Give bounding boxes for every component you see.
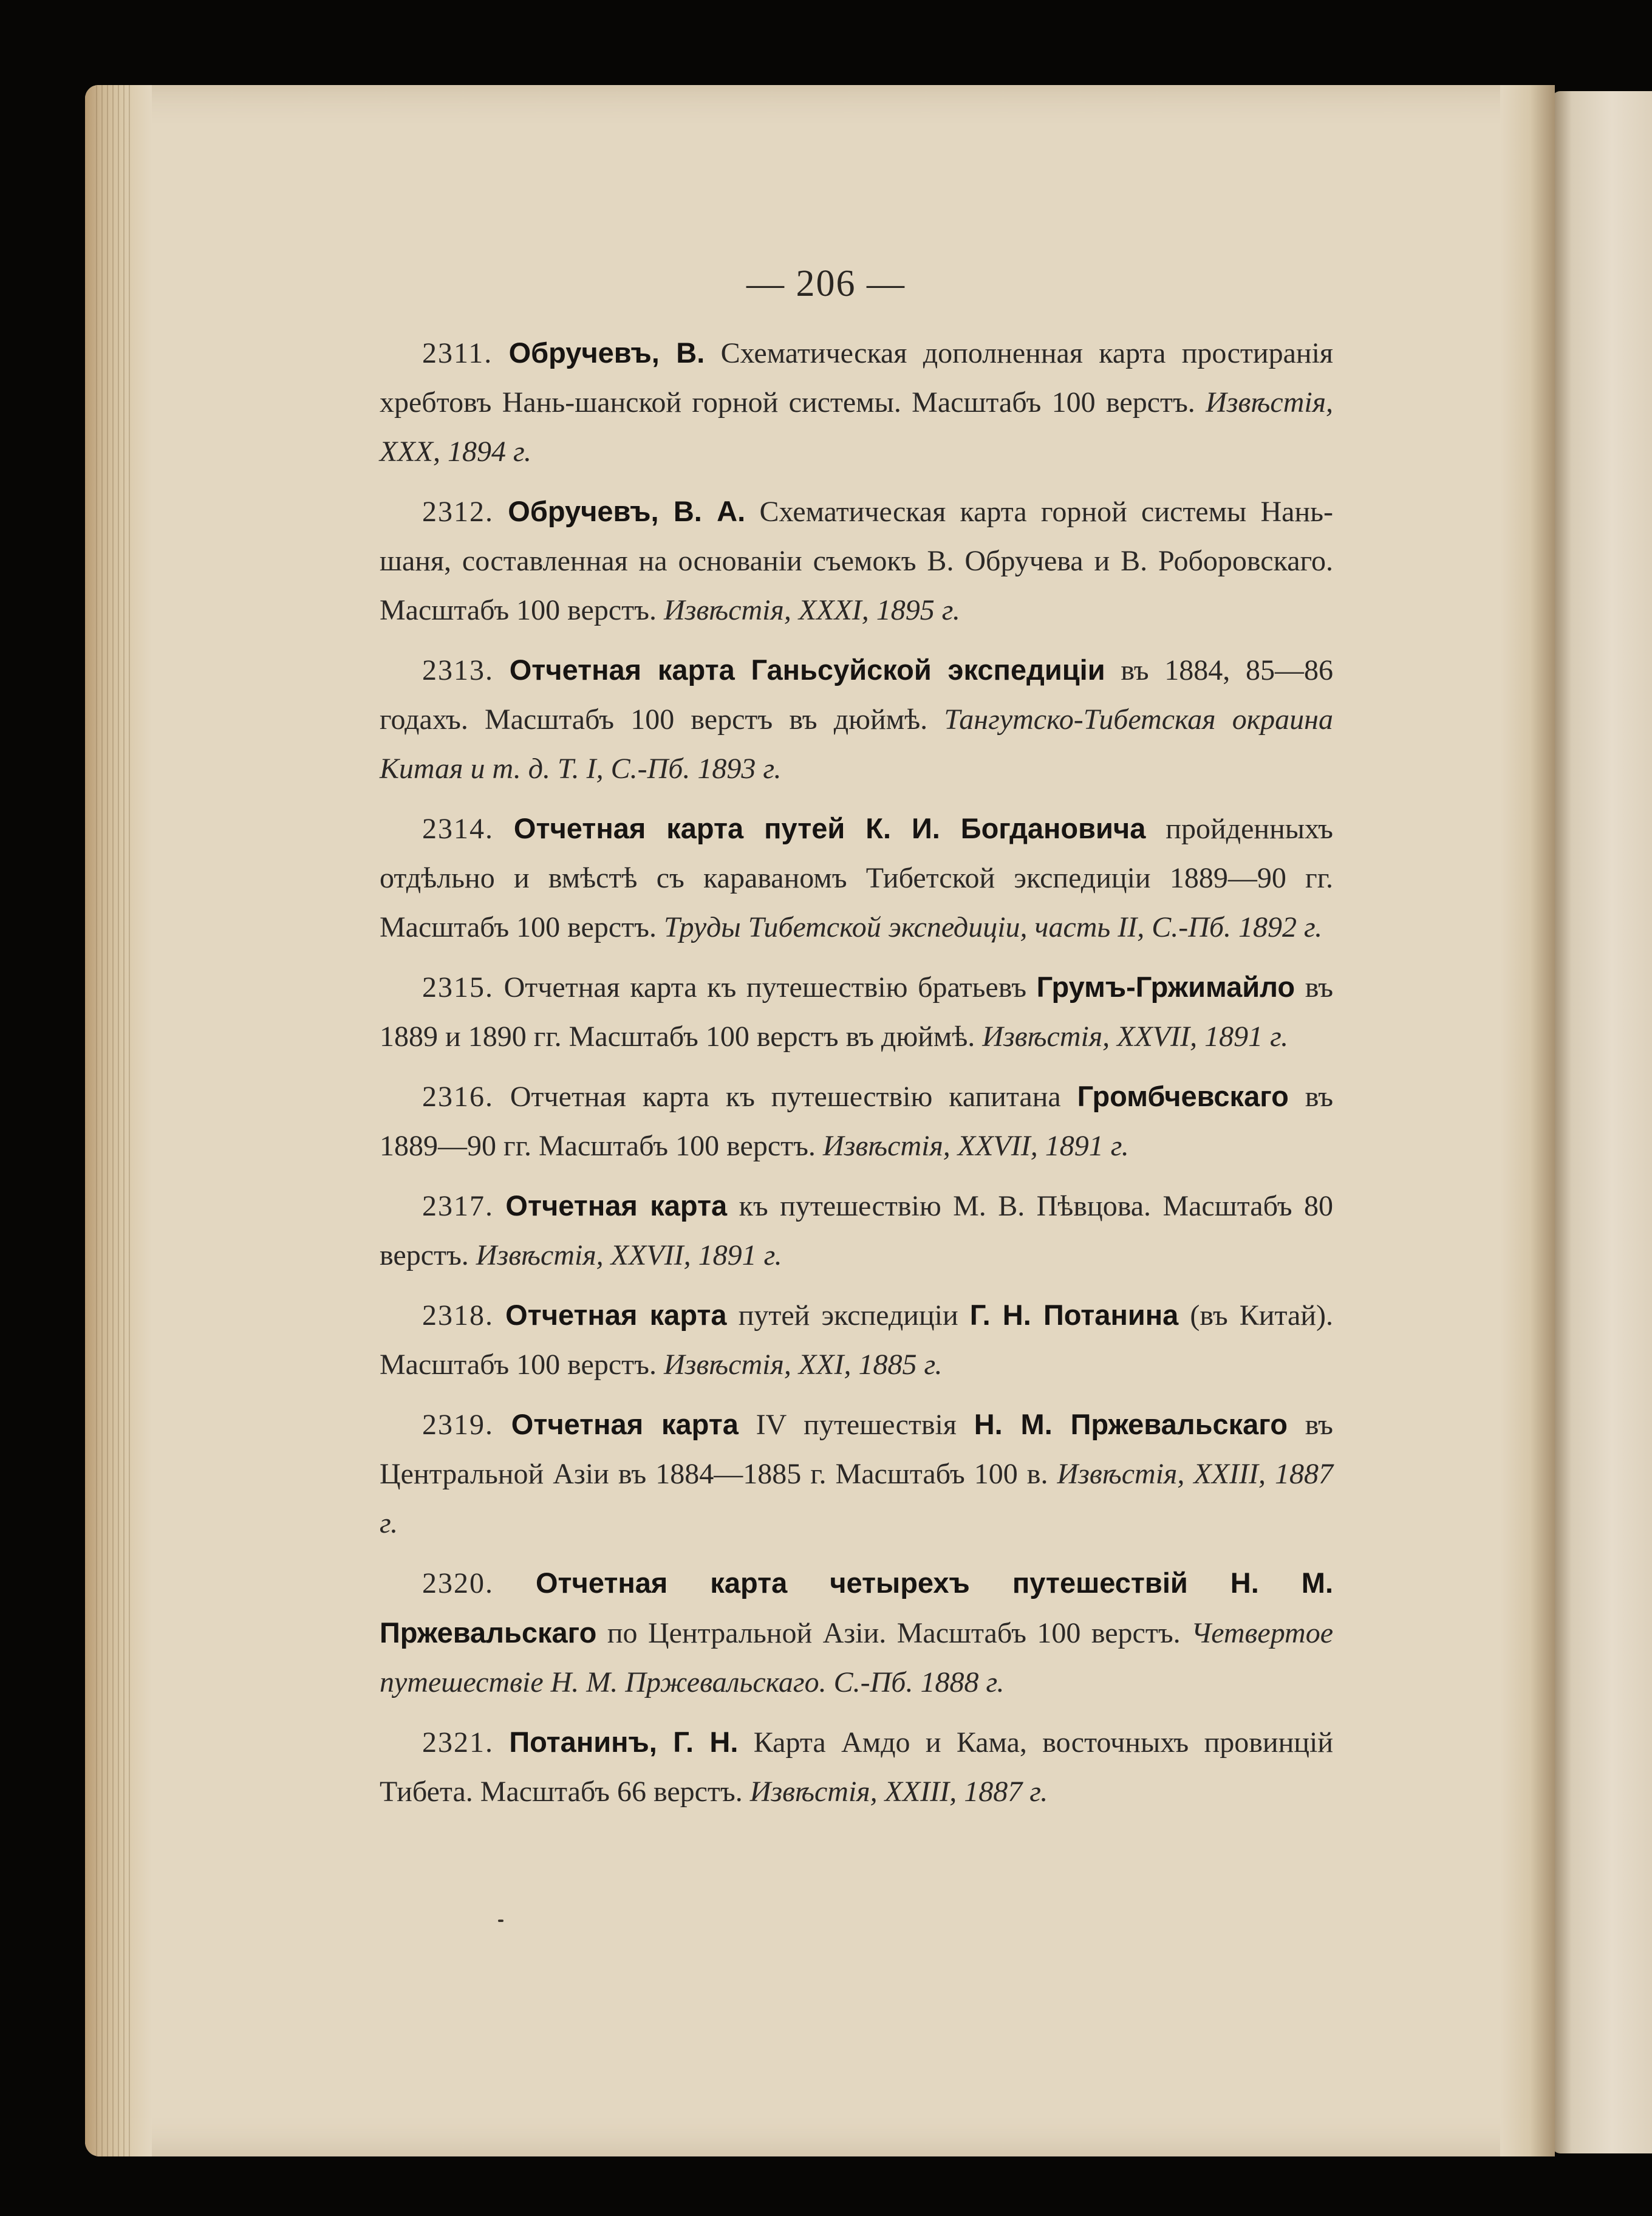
entry-text: (въ Китай). Масштабъ 100 верстъ.	[380, 1299, 1334, 1381]
entry-source: Труды Тибетской экспедиціи, часть II, С.-Пб. 1892 г.	[663, 911, 1323, 943]
entry-2317	[380, 1181, 1333, 1280]
entry-2318	[380, 1290, 1333, 1389]
entry-number: 2312.	[422, 496, 494, 528]
entry-source: Извѣстія, XXX, 1894 г.	[380, 386, 1333, 468]
entry-source: Извѣстія, XXIII, 1887 г.	[380, 1458, 1334, 1539]
entry-author: Обручевъ, В. А.	[508, 495, 746, 527]
entry-2321	[380, 1717, 1333, 1816]
entry-author: Н. М. Пржевальскаго	[974, 1408, 1288, 1440]
entry-text: Отчетная карта къ путешествію братьевъ	[503, 971, 1027, 1004]
entry-text: IV путешествія	[756, 1409, 957, 1441]
book-gutter	[1500, 85, 1555, 2156]
entry-2311	[380, 328, 1333, 476]
entry-title: Отчетная карта Ганьсуйской экспедиціи	[509, 654, 1105, 686]
page-number: — 206 —	[746, 263, 906, 304]
entry-source: Извѣстія, XXI, 1885 г.	[663, 1349, 943, 1381]
entry-2315	[380, 962, 1333, 1061]
entry-2319	[380, 1400, 1333, 1548]
entry-title: Отчетная карта четырехъ путешествій Н. М. Пржевальскаго	[380, 1567, 1334, 1649]
entry-2320	[380, 1558, 1333, 1707]
bibliography-list	[380, 328, 1333, 1827]
entry-title: Отчетная карта	[505, 1299, 727, 1331]
entry-source: Извѣстія, XXVII, 1891 г.	[476, 1239, 782, 1271]
entry-2314	[380, 804, 1333, 952]
entry-number: 2313.	[422, 654, 494, 686]
entry-source: Извѣстія, XXVII, 1891 г.	[982, 1021, 1289, 1053]
entry-text: Схематическая дополненная карта простиранія хребтовъ Нань-шанской горной системы. Масштабъ 100 верстъ.	[380, 337, 1333, 419]
entry-text: въ 1889 и 1890 гг. Масштабъ 100 верстъ въ дюймѣ.	[380, 971, 1334, 1053]
entry-2313	[380, 645, 1333, 793]
entry-number: 2315.	[422, 971, 494, 1004]
entry-source: Четвертое путешествіе Н. М. Пржевальскаго. С.-Пб. 1888 г.	[380, 1617, 1334, 1698]
entry-number: 2316.	[422, 1081, 494, 1113]
entry-source: Извѣстія, XXIII, 1887 г.	[749, 1776, 1048, 1808]
entry-text: Схематическая карта горной системы Нань-шаня, составленная на основаніи съемокъ В. Обручева и В. Роборовскаго. Масштабъ 100 верстъ.	[380, 496, 1334, 626]
entry-text: къ путешествію М. В. Пѣвцова. Масштабъ 80 верстъ.	[380, 1190, 1334, 1271]
entry-author: Грумъ-Гржимайло	[1036, 971, 1295, 1003]
entry-text: въ 1889—90 гг. Масштабъ 100 верстъ.	[380, 1081, 1334, 1162]
entry-text: въ 1884, 85—86 годахъ. Масштабъ 100 верстъ въ дюймѣ.	[380, 654, 1334, 736]
entry-number: 2317.	[422, 1190, 494, 1222]
entry-author: Потанинъ, Г. Н.	[509, 1726, 739, 1758]
entry-source: Извѣстія, XXVII, 1891 г.	[822, 1130, 1129, 1162]
entry-number: 2318.	[422, 1299, 494, 1332]
entry-number: 2321.	[422, 1726, 494, 1759]
entry-text: Карта Амдо и Кама, восточныхъ провинцій Тибета. Масштабъ 66 верстъ.	[380, 1726, 1334, 1808]
entry-source: Извѣстія, XXXI, 1895 г.	[663, 594, 960, 626]
entry-2312	[380, 487, 1333, 635]
entry-text: въ Центральной Азіи въ 1884—1885 г. Масштабъ 100 в.	[380, 1409, 1333, 1490]
entry-author: Громбчевскаго	[1077, 1080, 1289, 1112]
entry-text: Отчетная карта къ путешествію капитана	[510, 1081, 1061, 1113]
entry-source: Тангутско-Тибетская окраина Китая и т. д. Т. I, С.-Пб. 1893 г.	[380, 703, 1333, 785]
ink-speck	[498, 1920, 503, 1922]
adjacent-page-edge	[1552, 91, 1652, 2153]
entry-text: пройденныхъ отдѣльно и вмѣстѣ съ караваномъ Тибетской экспедиціи 1889—90 гг. Масштабъ 100 верстъ.	[380, 813, 1333, 943]
entry-text: по Центральной Азіи. Масштабъ 100 верстъ.	[607, 1617, 1181, 1649]
entry-title: Отчетная карта	[505, 1189, 728, 1222]
entry-number: 2319.	[422, 1409, 494, 1441]
entry-number: 2320.	[422, 1567, 494, 1599]
entry-2316	[380, 1072, 1333, 1171]
entry-title: Отчетная карта путей К. И. Богдановича	[513, 812, 1146, 844]
entry-title: Отчетная карта	[511, 1408, 739, 1440]
entry-author: Г. Н. Потанина	[969, 1299, 1179, 1331]
entry-number: 2314.	[422, 813, 494, 845]
page-stack-edge	[85, 85, 152, 2156]
entry-author: Обручевъ, В.	[508, 337, 705, 369]
entry-number: 2311.	[422, 337, 493, 369]
entry-text: путей экспедиціи	[738, 1299, 958, 1332]
